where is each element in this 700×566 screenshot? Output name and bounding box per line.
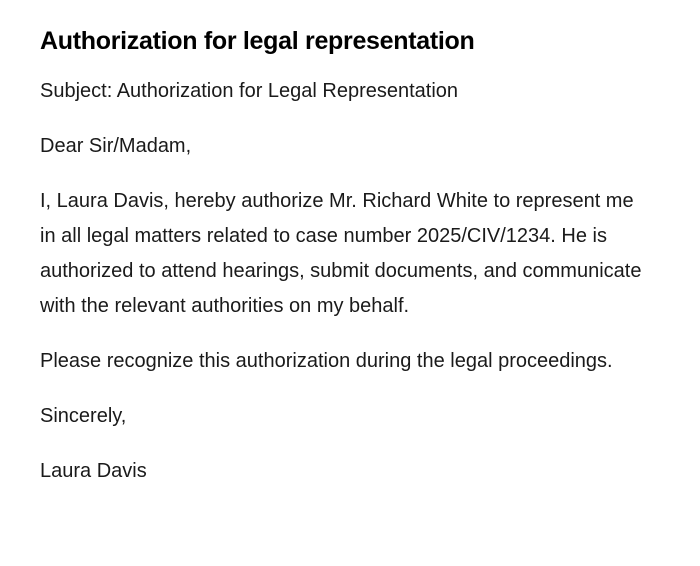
body-paragraph-request: Please recognize this authorization during the legal proceedings. [40,350,613,372]
salutation: Dear Sir/Madam, [40,135,192,157]
subject-line: Subject: Authorization for Legal Representation [40,80,459,102]
document-title: Authorization for legal representation [40,27,475,55]
signature-name: Laura Davis [40,460,147,482]
letter-document [40,24,650,509]
body-paragraph-authorization: I, Laura Davis, hereby authorize Mr. Richard White to represent me in all legal matters related to case number 2025/CIV/1234. He is authorized to attend hearings, submit documents, and communicate with the relevant authorities on my behalf. [40,190,642,317]
closing: Sincerely, [40,405,127,427]
